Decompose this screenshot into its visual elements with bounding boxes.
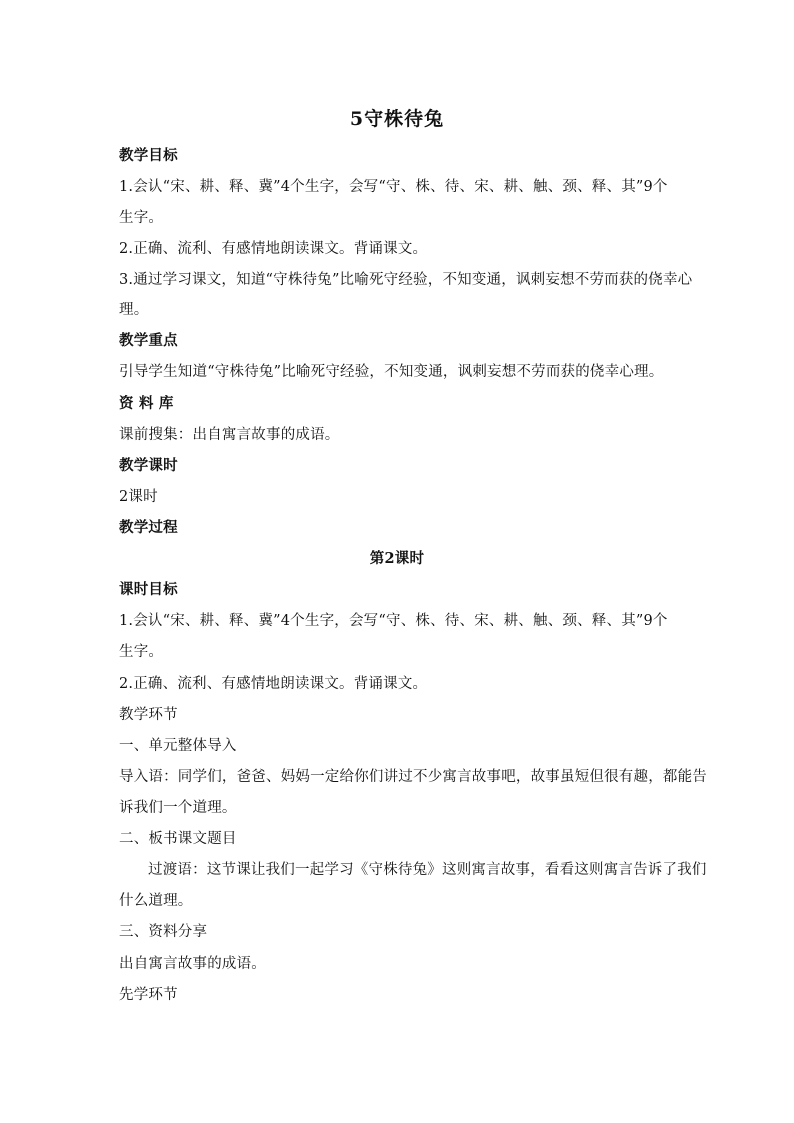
step-2-heading: 二、板书课文题目 (119, 831, 237, 847)
section-heading-periods: 教学课时 (119, 457, 178, 474)
pre-learning-label: 先学环节 (119, 987, 178, 1003)
section-heading-period-objectives: 课时目标 (119, 581, 178, 598)
section-heading-objectives: 教学目标 (119, 147, 178, 164)
section-heading-process: 教学过程 (119, 519, 178, 536)
step-1-text-line-1: 导入语：同学们，爸爸、妈妈一定给你们讲过不少寓言故事吧，故事虽短但很有趣，都能告 (119, 769, 707, 785)
step-2-text-line-1: 过渡语：这节课让我们一起学习《守株待兔》这则寓言故事，看看这则寓言告诉了我们 (148, 862, 707, 878)
section-heading-resources: 资 料 库 (119, 395, 174, 412)
step-3-heading: 三、资料分享 (119, 924, 208, 940)
objective-2: 2.正确、流利、有感情地朗读课文。背诵课文。 (119, 241, 428, 257)
objective-1-line-2: 生字。 (119, 210, 164, 226)
resources-text: 课前搜集：出自寓言故事的成语。 (119, 427, 340, 443)
period-subtitle: 第2课时 (369, 550, 425, 567)
key-point-text: 引导学生知道“守株待兔”比喻死守经验，不知变通，讽刺妄想不劳而获的侥幸心理。 (119, 364, 664, 380)
objective-1-line-1: 1.会认“宋、耕、释、冀”4个生字，会写“守、株、待、宋、耕、触、颈、释、其”9个 (119, 179, 668, 195)
objective-3-line-2: 理。 (119, 302, 149, 318)
step-2-text-line-2: 什么道理。 (119, 893, 193, 909)
period-objective-1-line-2: 生字。 (119, 644, 164, 660)
period-objective-1-line-1: 1.会认“宋、耕、释、冀”4个生字，会写“守、株、待、宋、耕、触、颈、释、其”9个 (119, 613, 668, 629)
period-objective-2: 2.正确、流利、有感情地朗读课文。背诵课文。 (119, 676, 428, 692)
teaching-steps-label: 教学环节 (119, 707, 178, 723)
periods-text: 2课时 (119, 489, 158, 505)
step-1-text-line-2: 诉我们一个道理。 (119, 800, 237, 816)
step-3-text: 出自寓言故事的成语。 (119, 956, 266, 972)
objective-3-line-1: 3.通过学习课文，知道“守株待兔”比喻死守经验，不知变通，讽刺妄想不劳而获的侥幸心 (119, 272, 693, 288)
section-heading-key-points: 教学重点 (119, 332, 178, 349)
document-title: 5守株待兔 (349, 108, 445, 130)
step-1-heading: 一、单元整体导入 (119, 738, 237, 754)
